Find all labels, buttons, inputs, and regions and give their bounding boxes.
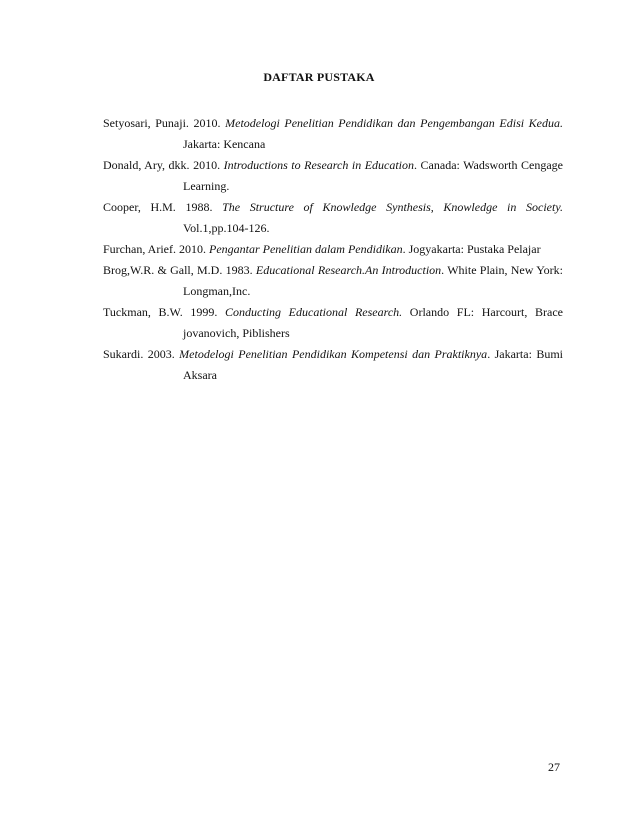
- reference-authors-year: Cooper, H.M. 1988.: [103, 200, 223, 214]
- reference-authors-year: Sukardi. 2003.: [103, 347, 180, 361]
- reference-publisher: Jakarta: Kencana: [183, 137, 266, 151]
- reference-list: [103, 113, 563, 386]
- reference-publisher: . Jakarta: Bumi Aksara: [183, 347, 564, 382]
- page-title: DAFTAR PUSTAKA: [263, 70, 375, 84]
- reference-authors-year: Brog,W.R. & Gall, M.D. 1983.: [103, 263, 256, 277]
- reference-title: Conducting Educational Research.: [225, 305, 403, 319]
- reference-publisher: . White Plain, New York: Longman,Inc.: [183, 263, 564, 298]
- reference-entry: [103, 197, 563, 239]
- reference-authors-year: Donald, Ary, dkk. 2010.: [103, 158, 224, 172]
- reference-publisher: Orlando FL: Harcourt, Brace jovanovich, Piblishers: [183, 305, 563, 340]
- reference-entry: [103, 260, 563, 302]
- reference-title: Educational Research.An Introduction: [255, 263, 442, 277]
- reference-entry: [103, 155, 563, 197]
- reference-title: Introductions to Research in Education: [223, 158, 415, 172]
- reference-publisher: . Canada: Wadsworth Cengage Learning.: [183, 158, 563, 193]
- reference-authors-year: Furchan, Arief. 2010.: [103, 242, 209, 256]
- reference-title: Pengantar Penelitian dalam Pendidikan: [208, 242, 403, 256]
- reference-entry: [103, 344, 563, 386]
- reference-authors-year: Tuckman, B.W. 1999.: [103, 305, 226, 319]
- reference-entry: [103, 113, 563, 155]
- reference-entry: [103, 302, 563, 344]
- reference-publisher: Vol.1,pp.104-126.: [183, 221, 270, 235]
- reference-entry: [103, 239, 563, 260]
- reference-title: Metodelogi Penelitian Pendidikan dan Pengembangan Edisi Kedua.: [225, 116, 564, 130]
- reference-publisher: . Jogyakarta: Pustaka Pelajar: [402, 242, 541, 256]
- reference-title: The Structure of Knowledge Synthesis, Knowledge in Society.: [222, 200, 564, 214]
- page-number: 27: [548, 760, 560, 774]
- reference-title: Metodelogi Penelitian Pendidikan Kompetensi dan Praktiknya: [179, 347, 488, 361]
- reference-authors-year: Setyosari, Punaji. 2010.: [103, 116, 226, 130]
